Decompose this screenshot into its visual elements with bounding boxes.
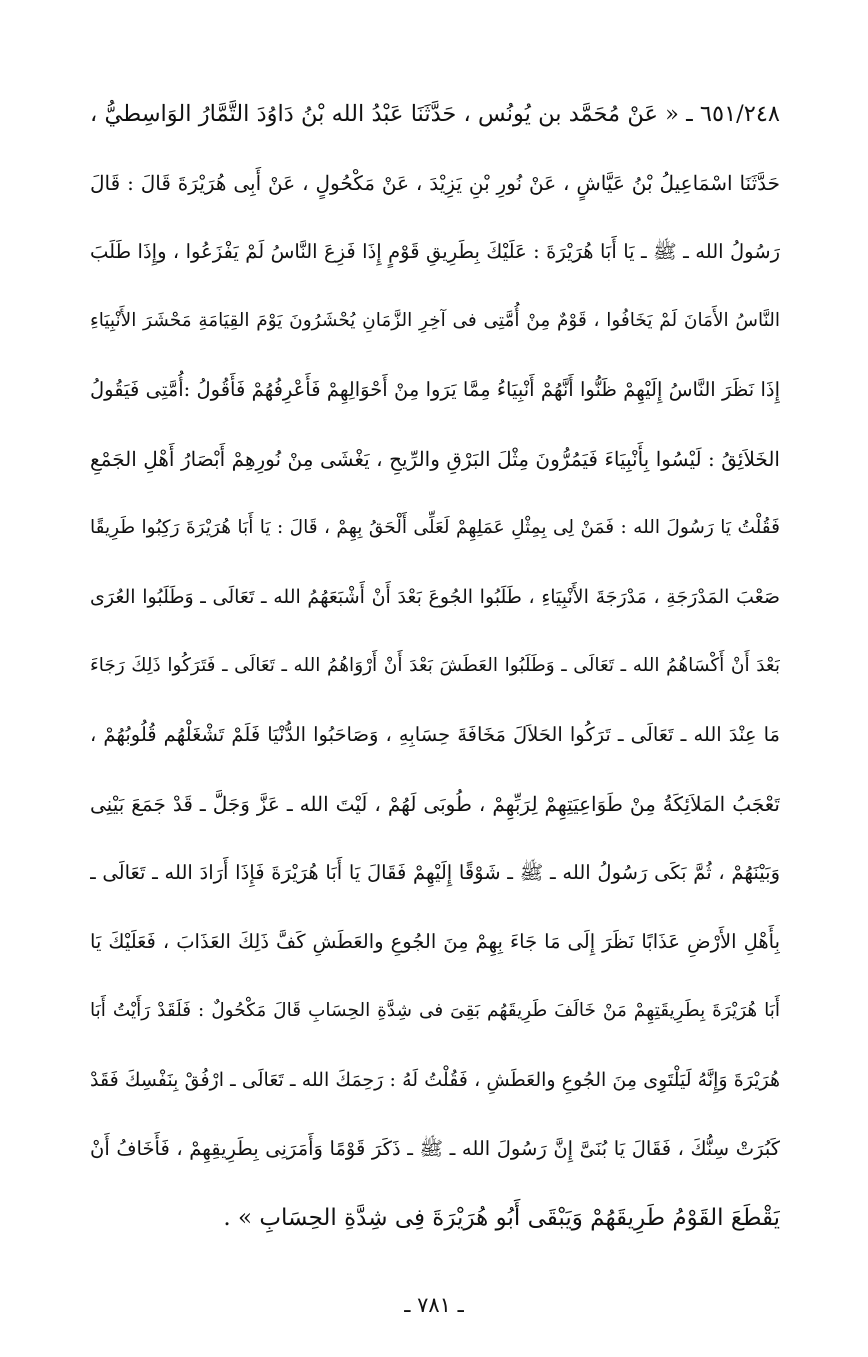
text-line-17: يَقْطَعَ القَوْمُ طَرِيقَهُمْ وَيَبْقَى أَبُو هُرَيْرَةَ فِى شِدَّةِ الحِسَابِ » . bbox=[223, 1205, 780, 1231]
text-line-7: فَقُلْتُ يَا رَسُولَ الله : فَمَنْ لِى بِمِثْلِ عَمَلِهِمْ لَعَلِّى أَلْحَقُ بِهِمْ ، قَالَ : يَا أَبَا هُرَيْرَةَ رَكِبُوا طَرِيقًا bbox=[90, 517, 780, 538]
text-line-5: إِذَا نَظَرَ النَّاسُ إِلَيْهِمْ ظَنُّوا أَنَّهُمْ أَنْبِيَاءُ مِمَّا يَرَوا مِنْ أَحْوَالِهِمْ فَأَعْرِفُهُمْ فَأَقُولُ :أُمَّتِى فَيَقُولُ bbox=[90, 378, 780, 401]
text-line-6: الخَلاَئِقُ : لَيْسُوا بِأَنْبِيَاءَ فَيَمُرُّونَ مِثْلَ البَرْقِ والرِّيحِ ، يَغْشَى مِنْ نُورِهِمْ أَبْصَارُ أَهْلِ الجَمْعِ bbox=[90, 447, 780, 471]
text-line-11: تَعْجَبُ المَلاَئِكَةُ مِنْ طَوَاعِيَتِهِمْ لِرَبِّهِمْ ، طُوبَى لَهُمْ ، لَيْتَ الله ـ عَزَّ وَجَلَّ ـ قَدْ جَمَعَ بَيْنِى bbox=[90, 792, 780, 816]
text-line-1: ٦٥١/٢٤٨ ـ « عَنْ مُحَمَّد بن يُونُس ، حَدَّثَنَا عَبْدُ الله بْنُ دَاوُدَ التَّمَّارُ الوَاسِطيُّ ، bbox=[90, 101, 780, 127]
text-line-12: وَبَيْنَهُمْ ، ثُمَّ بَكَى رَسُولُ الله ـ ﷺ ـ شَوْقًا إِلَيْهِمْ فَقَالَ يَا أَبَا هُرَيْرَةَ فَإِذَا أَرَادَ الله ـ تَعَالَى ـ bbox=[90, 861, 780, 884]
text-line-2: حَدَّثَنَا اسْمَاعِيلُ بْنُ عَيَّاشٍ ، عَنْ نُورِ بْنِ يَزِيْدَ ، عَنْ مَكْحُولٍ ، عَنْ أَبِى هُرَيْرَةَ قَالَ : قَالَ bbox=[90, 171, 780, 195]
text-line-10: مَا عِنْدَ الله ـ تَعَالَى ـ تَرَكُوا الحَلاَلَ مَخَافَةَ حِسَابِهِ ، وَصَاحَبُوا الدُّنْيَا فَلَمْ تَشْغَلْهُم قُلُوبُهُمْ ، bbox=[90, 723, 780, 746]
text-line-16: كَبُرَتْ سِنُّكَ ، فَقَالَ يَا بُنَىَّ إِنَّ رَسُولَ الله ـ ﷺ ـ ذَكَرَ قَوْمًا وَأَمَرَنِى بِطَرِيقِهِمْ ، فَأَخَافُ أَنْ bbox=[90, 1137, 780, 1160]
text-line-13: بِأَهْلِ الأَرْضِ عَذَابًا نَظَرَ إِلَى مَا جَاءَ بِهِمْ مِنَ الجُوعِ والعَطَشِ كَفَّ ذَلِكَ العَذَابَ ، فَعَلَيْكَ يَا bbox=[90, 930, 780, 953]
page-number: ـ ٧٨١ ـ bbox=[404, 1293, 464, 1317]
text-line-8: صَعْبَ المَدْرَجَةِ ، مَدْرَجَةَ الأَنْبِيَاءِ ، طَلَبُوا الجُوعَ بَعْدَ أَنْ أَشْبَعَهُمُ الله ـ تَعَالَى ـ وَطَلَبُوا العُرَى bbox=[90, 586, 780, 608]
hadith-text bbox=[90, 84, 780, 1257]
text-line-3: رَسُولُ الله ـ ﷺ ـ يَا أَبَا هُرَيْرَةَ : عَلَيْكَ بِطَرِيقِ قَوْمٍ إِذَا فَزِعَ النَّاسُ لَمْ يَفْزَعُوا ، وإِذَا طَلَبَ bbox=[90, 240, 780, 263]
text-line-15: هُرَيْرَةَ وَإِنَّهُ لَيَلْتَوِى مِنَ الجُوعِ والعَطَشِ ، فَقُلْتُ لَهُ : رَحِمَكَ الله ـ تَعَالَى ـ ارْفُقْ بِنَفْسِكَ فَقَدْ bbox=[90, 1069, 780, 1091]
text-line-9: بَعْدَ أَنْ أَكْسَاهُمُ الله ـ تَعَالَى ـ وَطَلَبُوا العَطَشَ بَعْدَ أَنْ أَرْوَاهُمُ الله ـ تَعَالَى ـ فَتَرَكُوا ذَلِكَ رَجَاءَ bbox=[90, 655, 780, 676]
text-line-14: أَبَا هُرَيْرَةَ بِطَرِيقَتِهِمْ مَنْ خَالَفَ طَرِيقَهُم بَقِىَ فى شِدَّةِ الحِسَابِ قَالَ مَكْحُولٌ : فَلَقَدْ رَأَيْتُ أَبَا bbox=[90, 1000, 780, 1021]
text-line-4: النَّاسُ الأَمَانَ لَمْ يَخَافُوا ، قَوْمٌ مِنْ أُمَّتِى فى آخِرِ الزَّمَانِ يُحْشَرُونَ يَوْمَ القِيَامَةِ مَحْشَرَ الأَنْبِيَاءِ bbox=[90, 310, 780, 331]
